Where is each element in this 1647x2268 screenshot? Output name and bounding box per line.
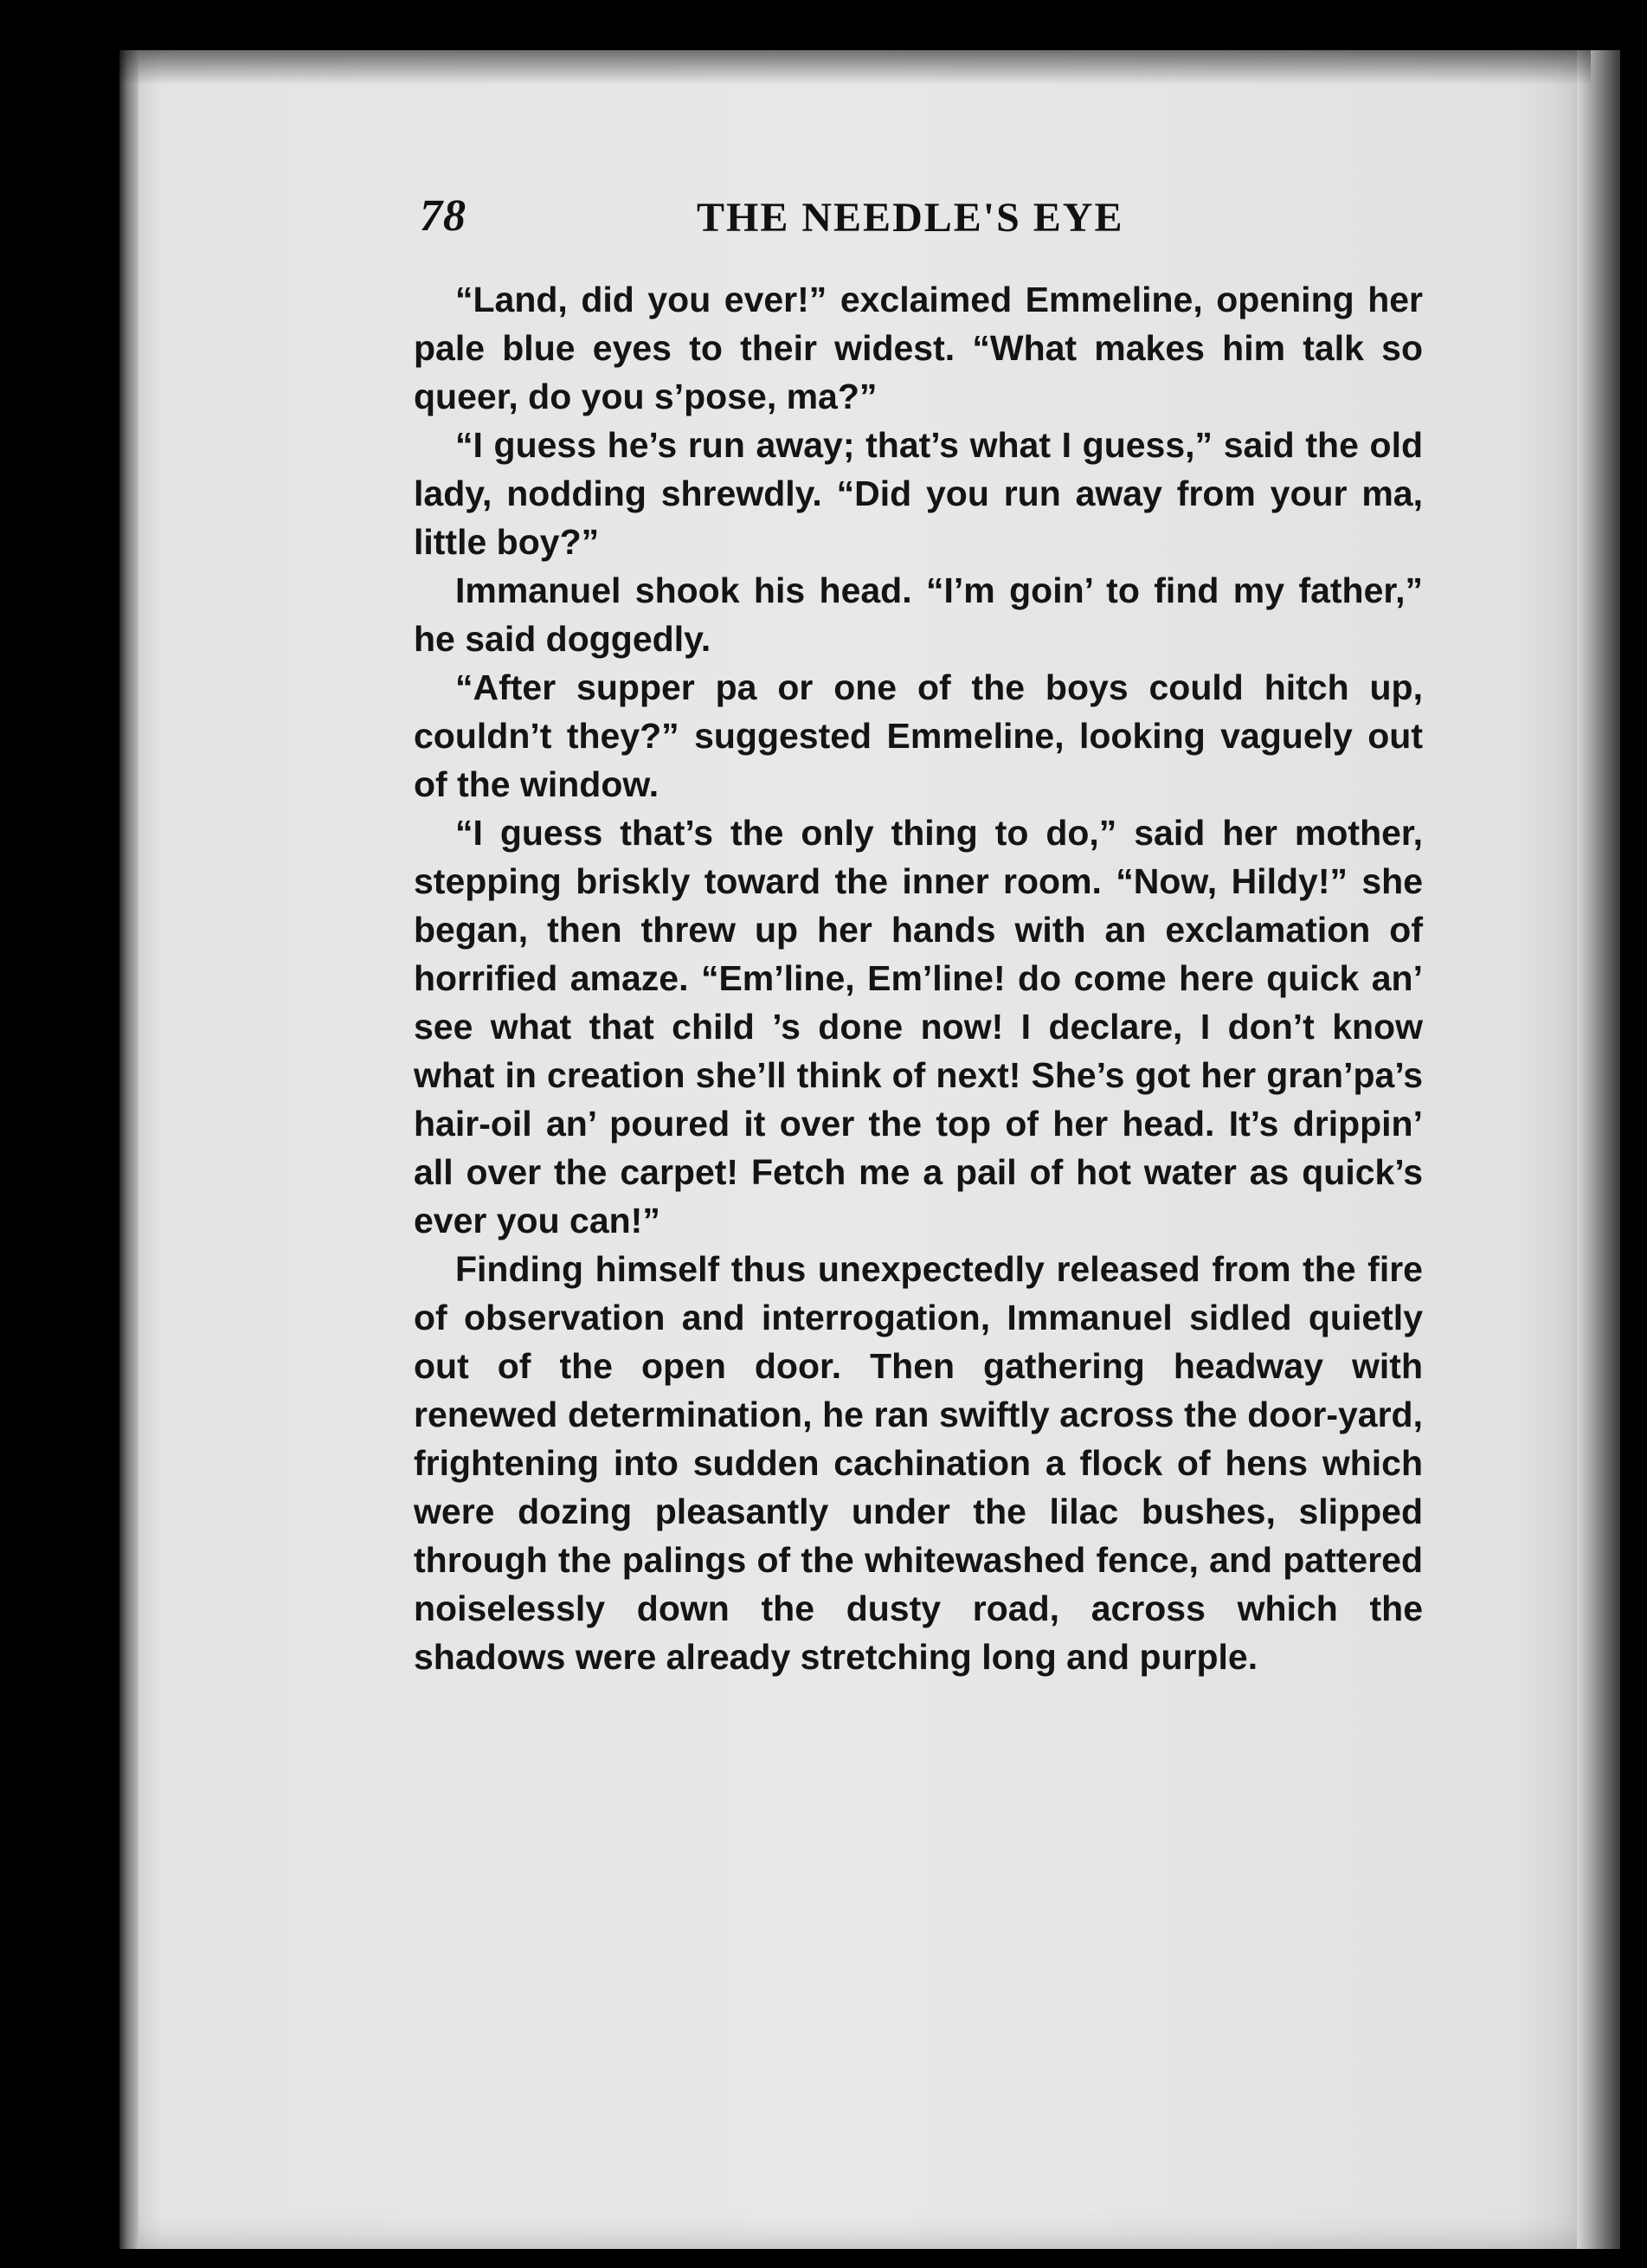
- page-edge-shadow: [1577, 50, 1620, 2249]
- paragraph: “I guess that’s the only thing to do,” said her mother, stepping briskly toward the inner room. “Now, Hildy!” she began, then threw up her hands with an exclamation of horrified amaze. “Em’line, Em’line! do come here quick an’ see what that child ’s done now! I declare, I don’t know what in creation she’ll think of next! She’s got her gran’pa’s hair-oil an’ poured it over the top of her head. It’s drippin’ all over the carpet! Fetch me a pail of hot water as quick’s ever you can!”: [414, 813, 1423, 1240]
- body-text: [414, 275, 1423, 1681]
- paragraph: Immanuel shook his head. “I’m goin’ to find my father,” he said doggedly.: [414, 570, 1423, 659]
- paragraph: “After supper pa or one of the boys could hitch up, couldn’t they?” suggested Emmeline, looking vaguely out of the window.: [414, 667, 1423, 804]
- page-number: 78: [420, 191, 466, 241]
- paragraph: Finding himself thus unexpectedly released from the fire of observation and interrogation, Immanuel sidled quietly out of the open door. Then gathering headway with renewed determination, he ran swiftly across the door-yard, frightening into sudden cachination a flock of hens which were dozing pleasantly under the lilac bushes, slipped through the palings of the whitewashed fence, and pattered noiselessly down the dusty road, across which the shadows were already stretching long and purple.: [414, 1249, 1423, 1677]
- page-gutter-shadow: [119, 50, 138, 2249]
- paragraph: “I guess he’s run away; that’s what I guess,” said the old lady, nodding shrewdly. “Did you run away from your ma, little boy?”: [414, 425, 1423, 562]
- page-top-shadow: [119, 50, 1591, 85]
- paragraph: “Land, did you ever!” exclaimed Emmeline, opening her pale blue eyes to their widest. “What makes him talk so queer, do you s’pose, ma?”: [414, 280, 1423, 416]
- page-header: [420, 190, 1424, 260]
- running-head: THE NEEDLE'S EYE: [697, 195, 1124, 241]
